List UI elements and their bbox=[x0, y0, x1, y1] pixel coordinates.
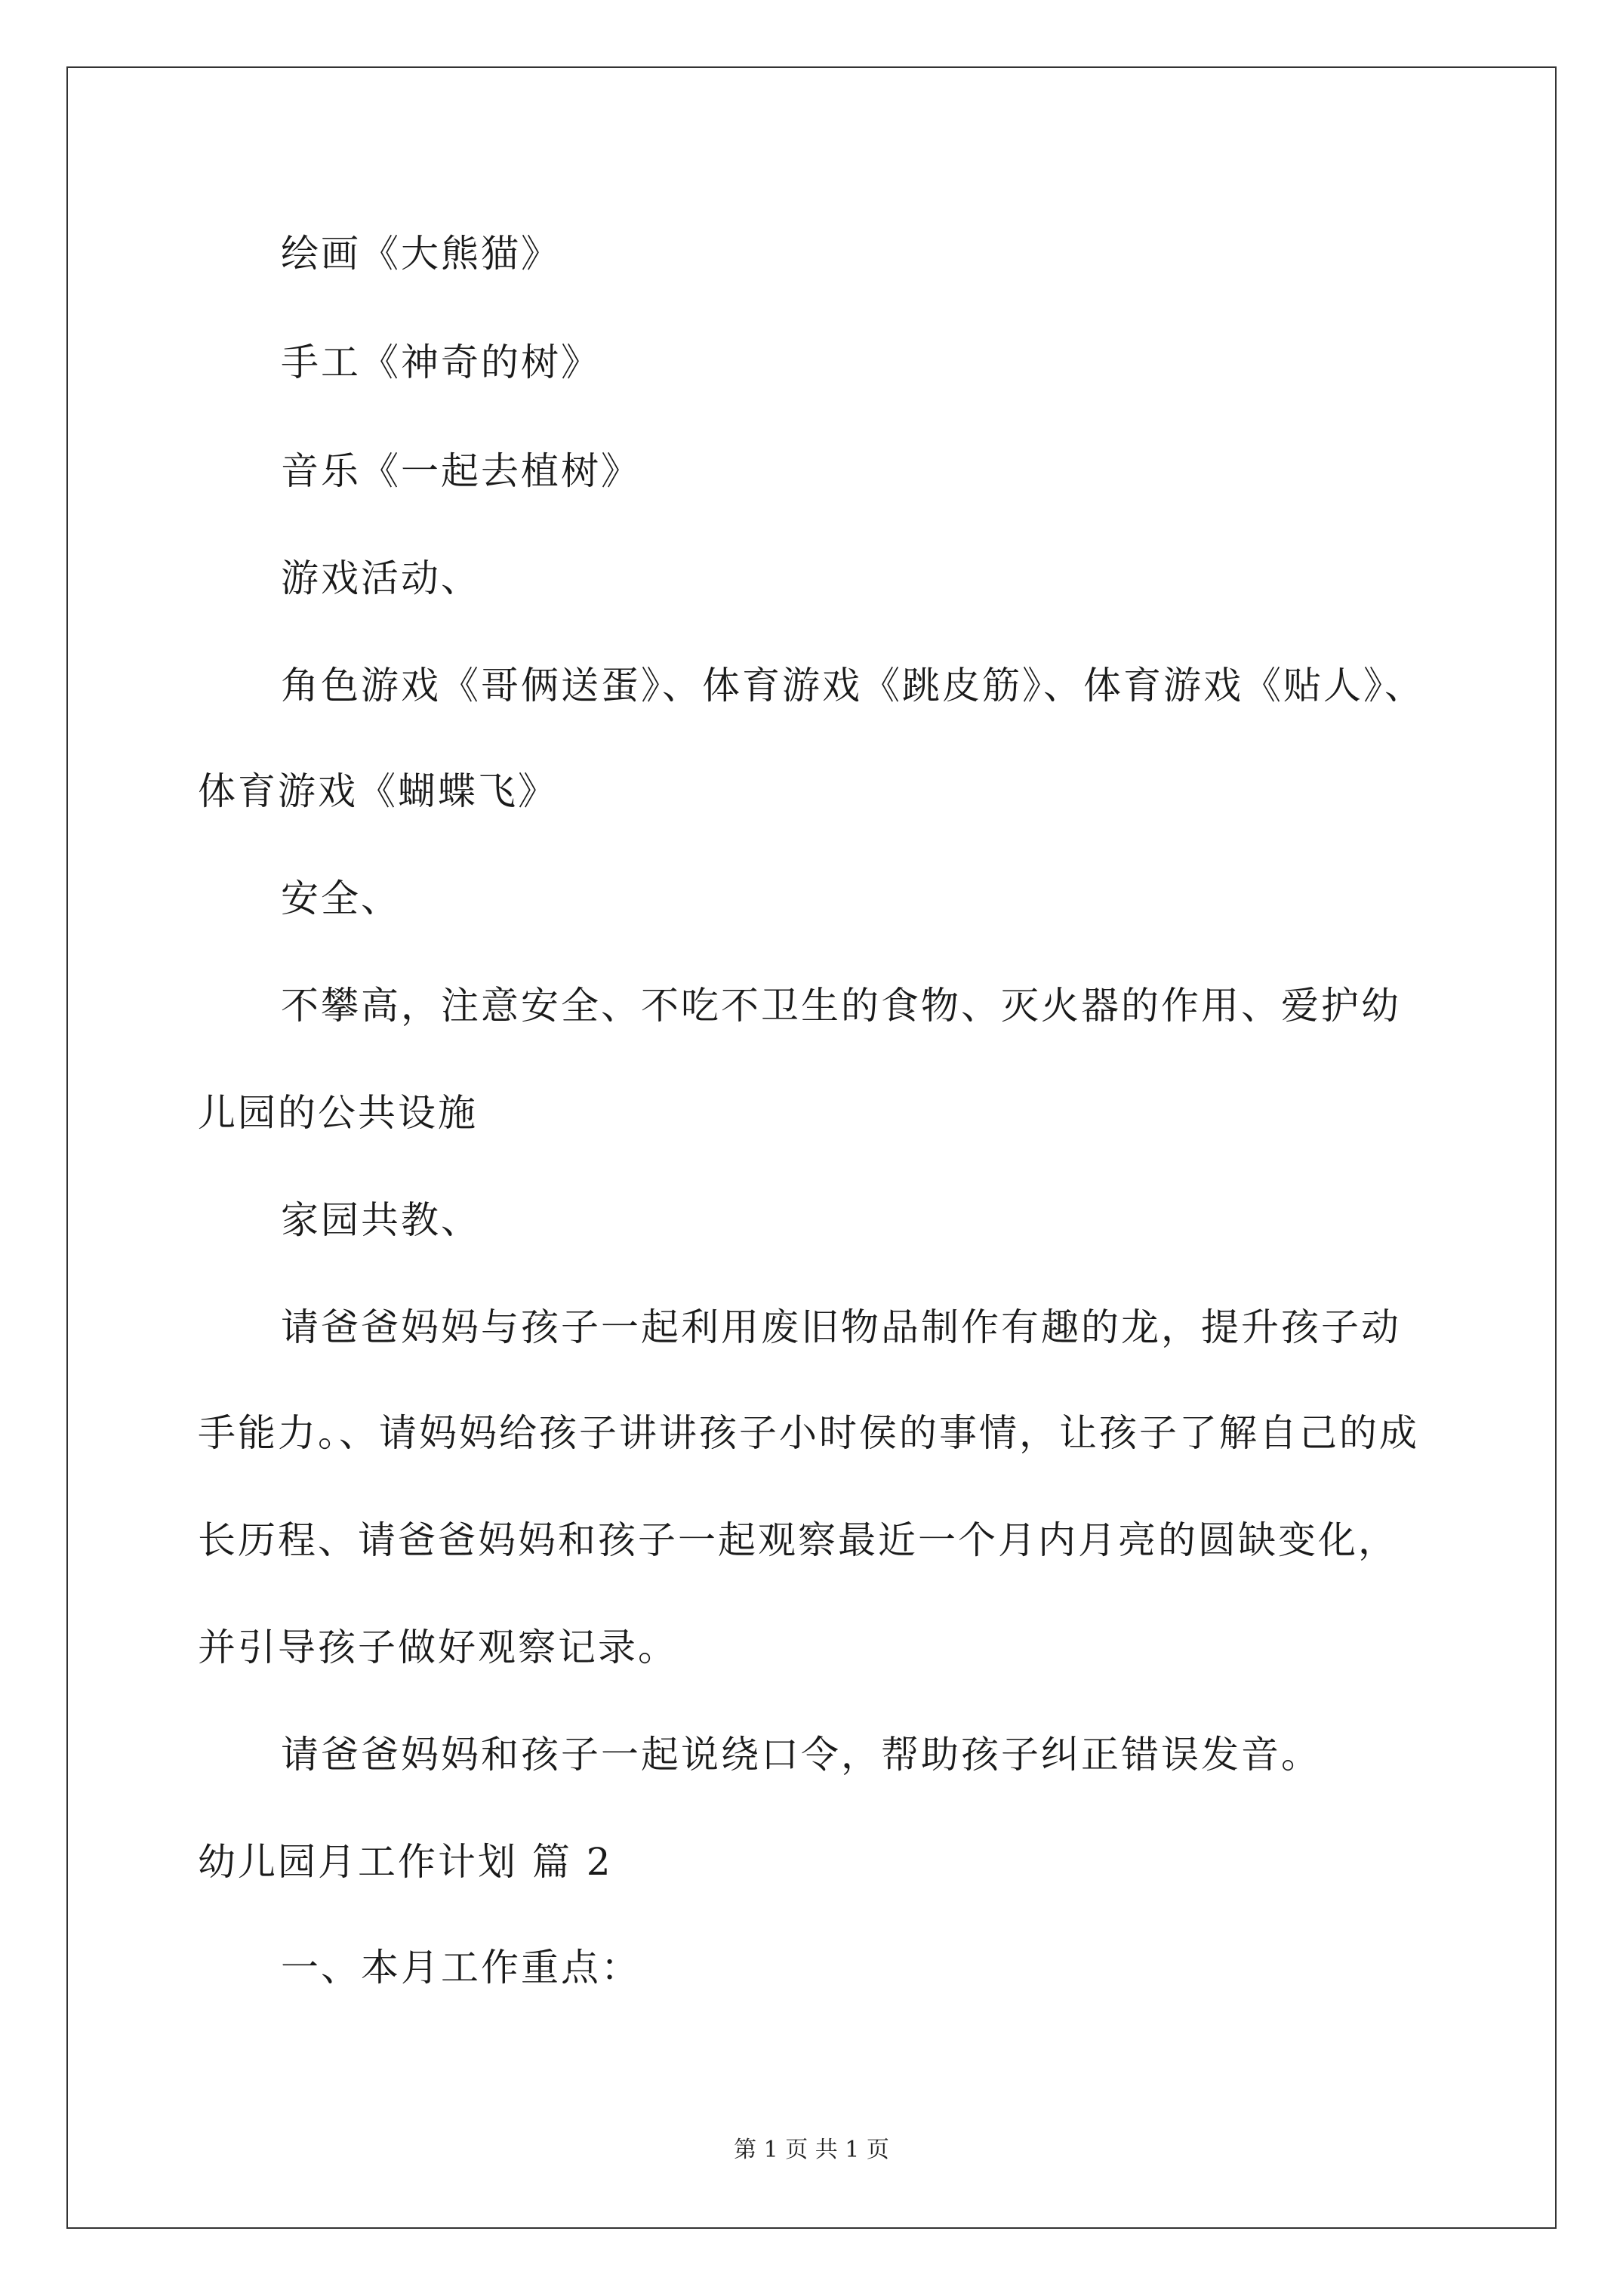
line-music: 音乐《一起去植树》 bbox=[281, 449, 641, 493]
section-heading: 幼儿园月工作计划 篇 2 bbox=[198, 1840, 613, 1884]
line-home-school: 家园共教、 bbox=[281, 1198, 481, 1242]
line-safety-detail-2: 儿园的公共设施 bbox=[198, 1091, 478, 1135]
line-safety-detail-1: 不攀高，注意安全、不吃不卫生的食物、灭火器的作用、爱护幼 bbox=[281, 984, 1401, 1028]
line-game-list-1: 角色游戏《哥俩送蛋》、体育游戏《跳皮筋》、体育游戏《贴人》、 bbox=[281, 664, 1424, 707]
page-footer: 第 1 页 共 1 页 bbox=[734, 2137, 889, 2163]
line-safety: 安全、 bbox=[281, 877, 401, 920]
line-handcraft: 手工《神奇的树》 bbox=[281, 341, 601, 384]
line-home-school-detail-3: 长历程、请爸爸妈妈和孩子一起观察最近一个月内月亮的圆缺变化， bbox=[198, 1518, 1398, 1562]
line-tongue-twister: 请爸爸妈妈和孩子一起说绕口令，帮助孩子纠正错误发音。 bbox=[281, 1733, 1321, 1777]
line-game-activities: 游戏活动、 bbox=[281, 556, 481, 600]
line-home-school-detail-1: 请爸爸妈妈与孩子一起利用废旧物品制作有趣的龙，提升孩子动 bbox=[281, 1305, 1401, 1349]
line-home-school-detail-2: 手能力。、请妈妈给孩子讲讲孩子小时侯的事情，让孩子了解自己的成 bbox=[198, 1411, 1419, 1455]
line-work-focus: 一、本月工作重点： bbox=[281, 1946, 641, 1989]
page-frame bbox=[66, 66, 1557, 2229]
line-painting: 绘画《大熊猫》 bbox=[281, 232, 561, 276]
line-game-list-2: 体育游戏《蝴蝶飞》 bbox=[198, 769, 558, 813]
line-home-school-detail-4: 并引导孩子做好观察记录。 bbox=[198, 1626, 678, 1669]
